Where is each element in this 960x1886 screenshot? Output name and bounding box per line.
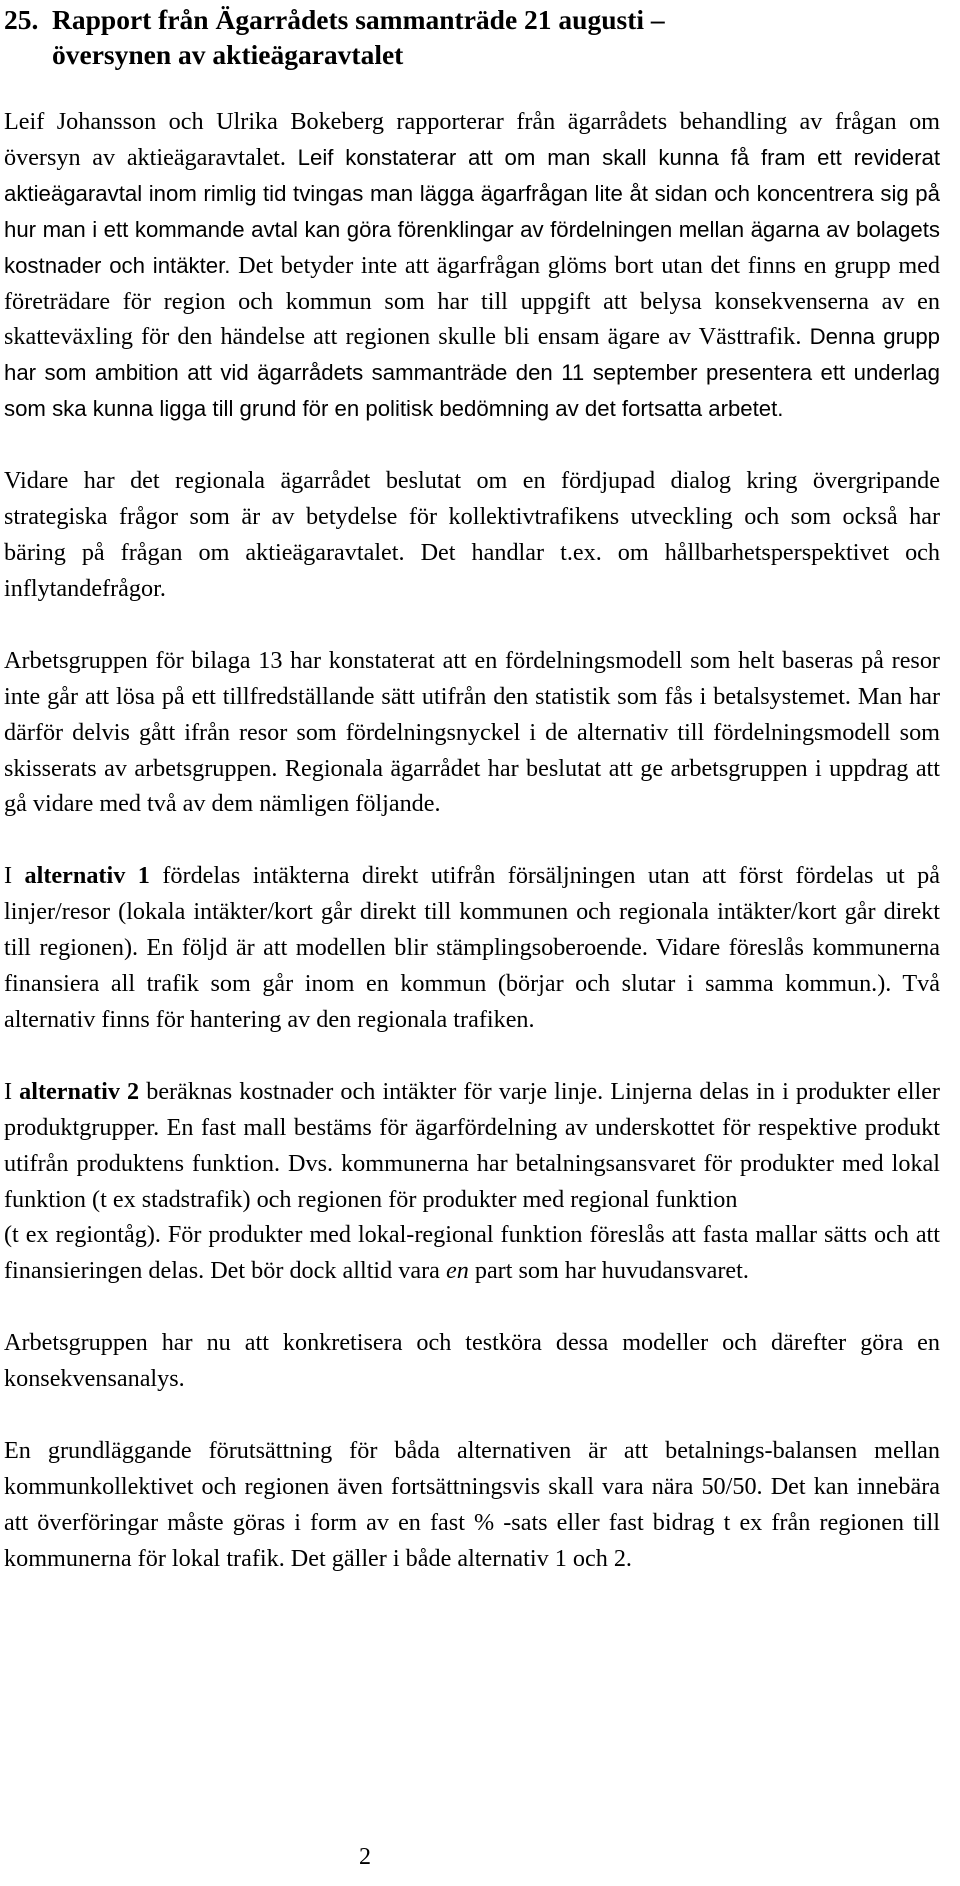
alt2-italic: en	[445, 1257, 469, 1285]
page-number: 2	[359, 1844, 371, 1870]
alt1-label: alternativ 1	[24, 862, 150, 890]
paragraph-report-sans-2: Denna grupp har som ambition att vid ägarrådets sammanträde den 11 september presentera ett underlag som ska kunna ligga till grund för en politisk bedömning av det fortsatta arbetet.	[4, 324, 941, 422]
paragraph-alternative-1	[4, 858, 940, 1038]
section-number: 25.	[4, 4, 39, 35]
paragraph-alternative-2	[4, 1074, 940, 1289]
heading-line-1: Rapport från Ägarrådets sammanträde 21 augusti –	[52, 4, 665, 35]
alt2-text-1: beräknas kostnader och intäkter för varje linje. Linjerna delas in i produkter eller produktgrupper. En fast mall bestäms för ägarfördelning av underskottet för respektive produkt utifrån produktens funktion. Dvs. kommunerna har betalningsansvaret för produkter med lokal funktion (t ex stadstrafik) och regionen för produkter med regional funktion	[4, 1077, 940, 1213]
paragraph-working-group: Arbetsgruppen för bilaga 13 har konstaterat att en fördelningsmodell som helt baseras på resor inte går att lösa på ett tillfredställande sätt utifrån den statistik som fås i betalsystemet. Man har därför delvis gått ifrån resor som fördelningsnyckel i de alternativ till fördelningsmodell som skisserats av arbetsgruppen. Regionala ägarrådet har beslutat att ge arbetsgruppen i uppdrag att gå vidare med två av dem nämligen följande.	[4, 646, 940, 818]
paragraph-report-sans-1: Leif konstaterar att om man skall kunna få fram ett reviderat aktieägaravtal inom rimlig tid tvingas man lägga ägarfrågan lite åt sidan och koncentrera sig på hur man i ett kommande avtal kan göra förenklingar av fördelningen mellan ägarna av bolagets kostnader och intäkter.	[4, 144, 940, 278]
alt2-label: alternativ 2	[19, 1077, 140, 1105]
alt1-text: fördelas intäkterna direkt utifrån försäljningen utan att först fördelas ut på linjer/resor (lokala intäkter/kort går direkt till kommunen och regionala intäkter/kort går direkt till regionen). En följd är att modellen blir stämplingsoberoende. Vidare föreslås kommunerna finansiera all trafik som går inom en kommun (börjar och slutar i samma kommun.). Två alternativ finns för hantering av den regionala trafiken.	[4, 862, 940, 1033]
paragraph-report-intro: Leif Johansson och Ulrika Bokeberg rapporterar från ägarrådets behandling av frågan om översyn av aktieägaravtalet.	[4, 108, 940, 171]
alt2-prefix: I	[4, 1077, 20, 1105]
alt2-text-2: (t ex regiontåg). För produkter med lokal-regional funktion föreslås att fasta mallar sätts och att finansieringen delas. Det bör dock alltid vara	[4, 1221, 940, 1285]
paragraph-balance: En grundläggande förutsättning för båda alternativen är att betalnings-balansen mellan kommunkollektivet och regionen även fortsättningsvis skall vara nära 50/50. Det kan innebära att överföringar måste göras i form av en fast % -sats eller fast bidrag t ex från regionen till kommunerna för lokal trafik. Det gäller i både alternativ 1 och 2.	[4, 1437, 940, 1572]
body-text	[4, 104, 940, 1613]
paragraph-next-steps: Arbetsgruppen har nu att konkretisera och testköra dessa modeller och därefter göra en konsekvensanalys.	[4, 1329, 940, 1393]
alt2-text-3: part som har huvudansvaret.	[468, 1257, 749, 1285]
section-heading	[4, 2, 904, 72]
paragraph-report-serif: Det betyder inte att ägarfrågan glöms bort utan det finns en grupp med företrädare för region och kommun som har till uppgift att belysa konsekvenserna av en skatteväxling för den händelse att regionen skulle bli ensam ägare av Västtrafik.	[4, 251, 940, 351]
paragraph-dialog: Vidare har det regionala ägarrådet beslutat om en fördjupad dialog kring övergripande strategiska frågor som är av betydelse för kollektivtrafikens utveckling och som också har bäring på frågan om aktieägaravtalet. Det handlar t.ex. om hållbarhetsperspektivet och inflytandefrågor.	[4, 467, 940, 602]
paragraph-report	[4, 104, 940, 427]
heading-line-2: översynen av aktieägaravtalet	[52, 39, 404, 70]
alt1-prefix: I	[4, 862, 25, 890]
